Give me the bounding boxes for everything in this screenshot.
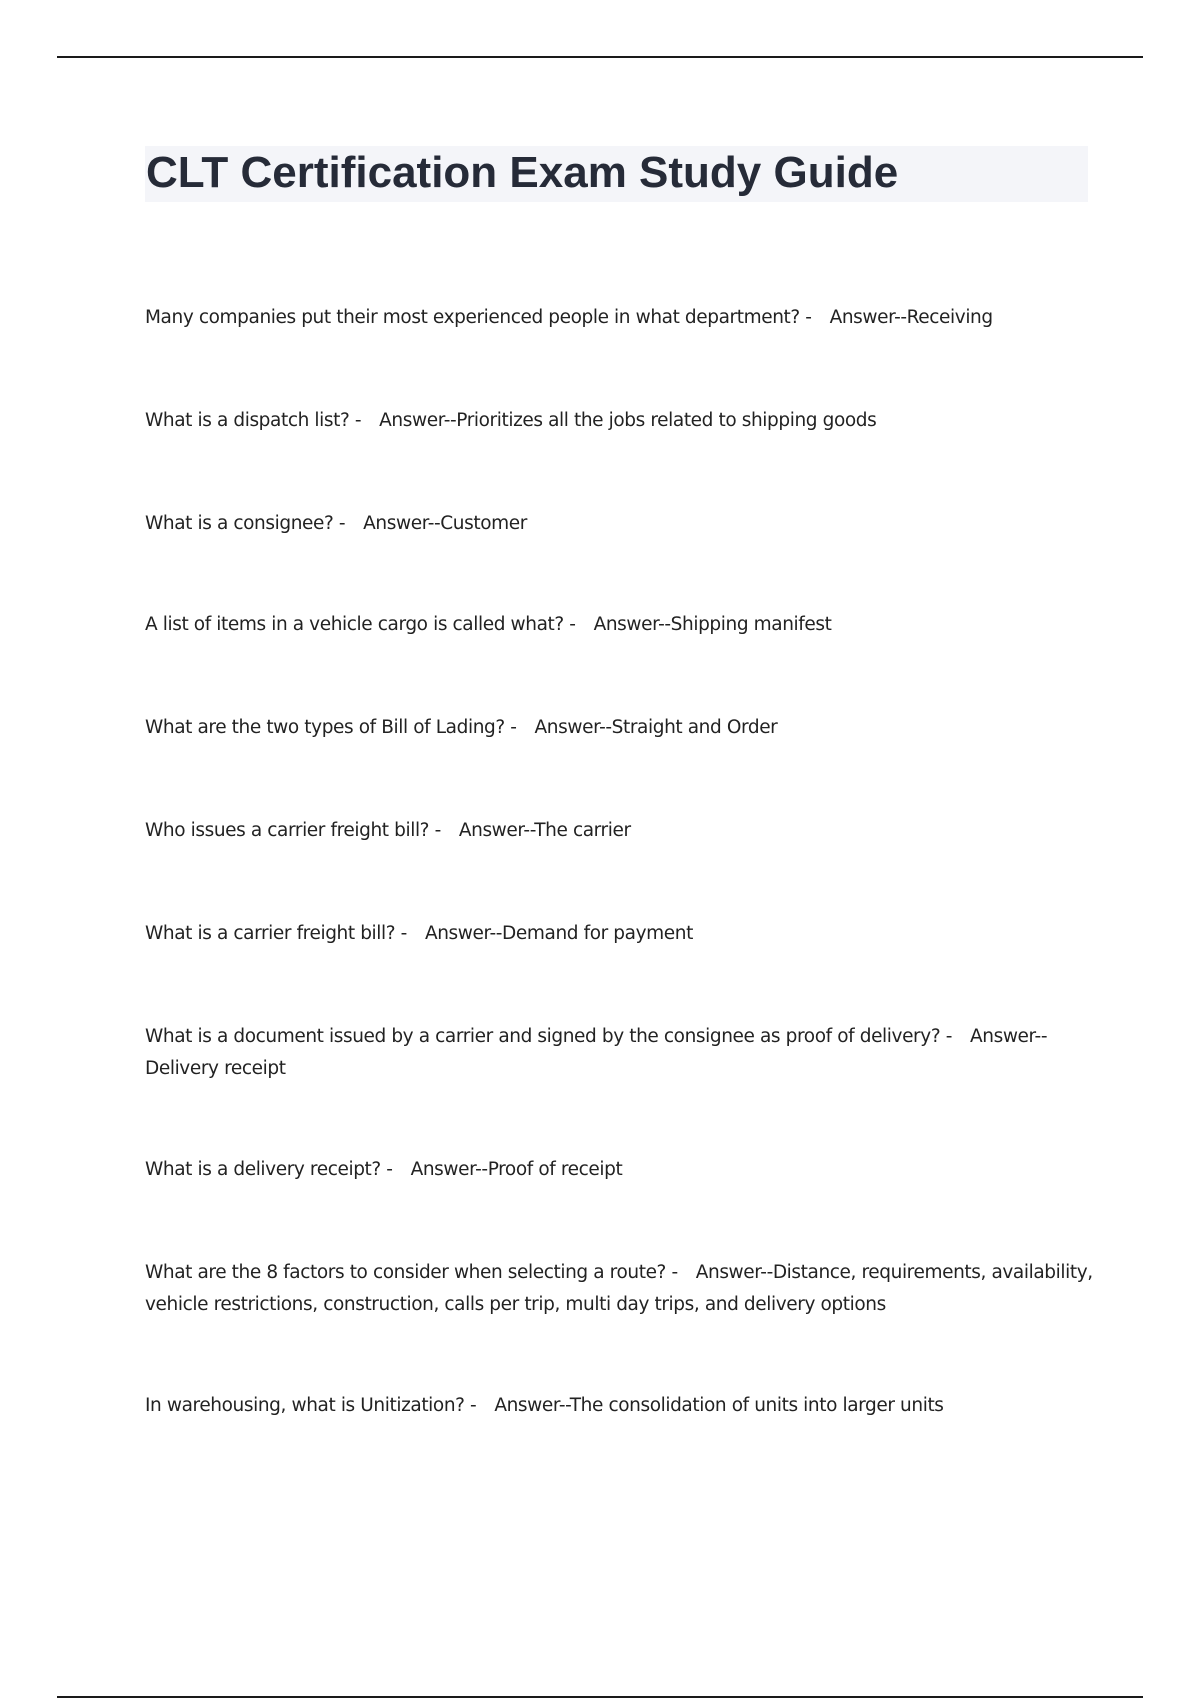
question-text: What is a consignee? - (145, 513, 346, 534)
page-title: CLT Certification Exam Study Guide (146, 148, 899, 197)
qa-item (145, 1154, 1095, 1186)
answer-text: Answer--Receiving (829, 307, 993, 328)
answer-text: Answer--The consolidation of units into larger units (494, 1395, 944, 1416)
question-text: What are the 8 factors to consider when selecting a route? - (145, 1262, 678, 1283)
answer-text: Answer--Customer (363, 513, 527, 534)
question-text: A list of items in a vehicle cargo is called what? - (145, 614, 576, 635)
question-text: Who issues a carrier freight bill? - (145, 820, 441, 841)
qa-item (145, 609, 1095, 641)
qa-item (145, 1257, 1095, 1321)
qa-item (145, 405, 1095, 437)
answer-text: Answer--The carrier (458, 820, 631, 841)
qa-item (145, 1021, 1095, 1085)
top-divider (57, 56, 1143, 58)
answer-text: Answer--Shipping manifest (593, 614, 832, 635)
qa-item (145, 918, 1095, 950)
question-text: What is a delivery receipt? - (145, 1159, 393, 1180)
qa-item (145, 508, 1095, 540)
question-text: What is a dispatch list? - (145, 410, 362, 431)
answer-text: Answer--Prioritizes all the jobs related to shipping goods (379, 410, 877, 431)
answer-text: Answer--Distance, requirements, availability, vehicle restrictions, construction, calls per trip, multi day trips, and delivery options (145, 1262, 1093, 1315)
answer-text: Answer--Demand for payment (424, 923, 693, 944)
question-text: Many companies put their most experienced people in what department? - (145, 307, 812, 328)
question-text: What are the two types of Bill of Lading? - (145, 717, 517, 738)
qa-item (145, 815, 1095, 847)
qa-item (145, 302, 1095, 334)
question-text: In warehousing, what is Unitization? - (145, 1395, 477, 1416)
bottom-divider (57, 1696, 1143, 1698)
qa-item (145, 712, 1095, 744)
question-text: What is a carrier freight bill? - (145, 923, 407, 944)
answer-text: Answer--Straight and Order (534, 717, 778, 738)
question-text: What is a document issued by a carrier and signed by the consignee as proof of delivery? - (145, 1026, 952, 1047)
answer-text: Answer--Proof of receipt (410, 1159, 623, 1180)
qa-item (145, 1390, 1095, 1422)
answer-text: Answer--Delivery receipt (145, 1026, 1048, 1079)
